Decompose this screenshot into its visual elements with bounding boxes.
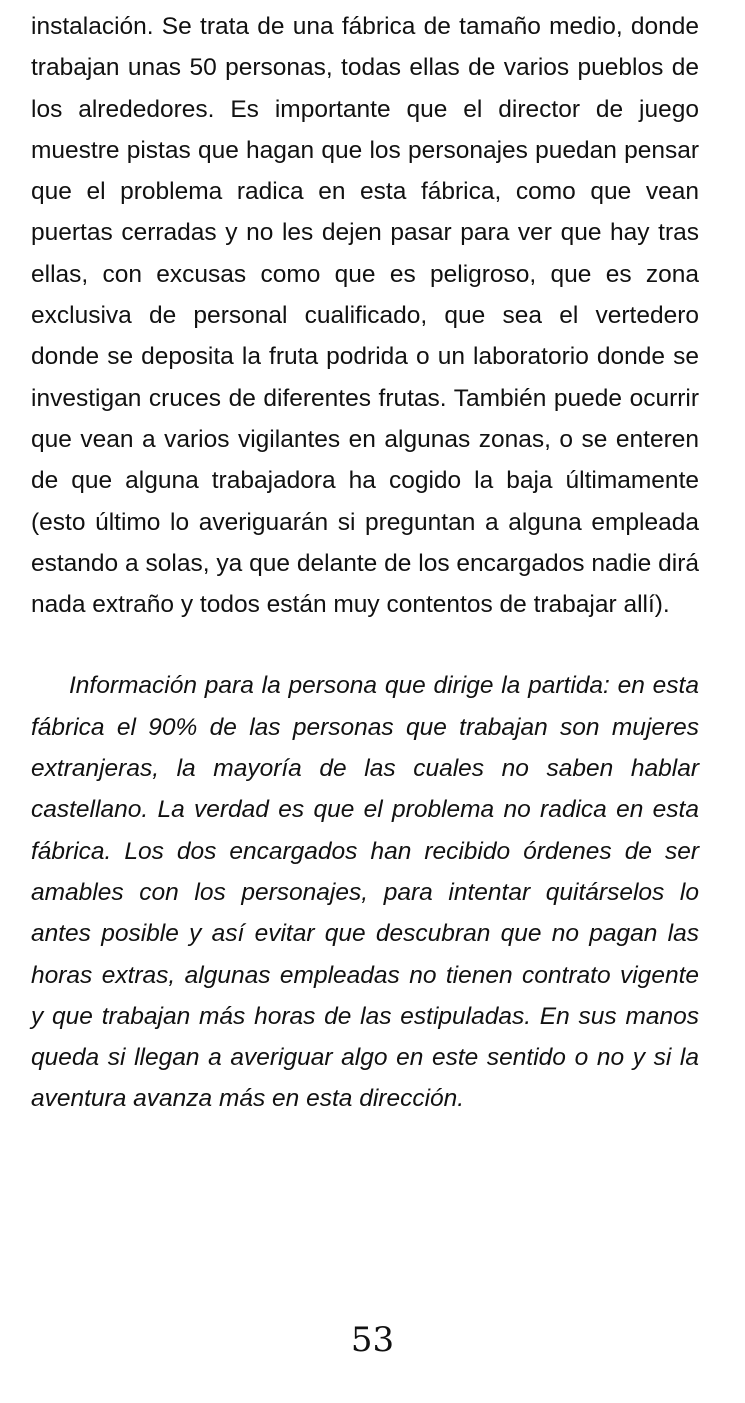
gm-info-paragraph: Información para la persona que dirige la partida: en esta fábrica el 90% de las personas que trabajan son mujeres extranjeras, la mayoría de las cuales no saben hablar castellano. La verdad es que el problema no radica en esta fábrica. Los dos encargados han recibido órdenes de ser amables con los personajes, para intentar quitárselos lo antes posible y así evitar que descubran que no pagan las horas extras, algunas empleadas no tienen contrato vigente y que trabajan más horas de las estipuladas. En sus manos queda si llegan a averiguar algo en este sentido o no y si la aventura avanza más en esta dirección. bbox=[31, 672, 699, 1113]
page-body bbox=[31, 6, 699, 1120]
body-paragraph: instalación. Se trata de una fábrica de tamaño medio, donde trabajan unas 50 personas, todas ellas de varios pueblos de los alrededores. Es importante que el director de juego muestre pistas que hagan que los personajes puedan pensar que el problema radica en esta fábrica, como que vean puertas cerradas y no les dejen pasar para ver que hay tras ellas, con excusas como que es peligroso, que es zona exclusiva de personal cualificado, que sea el vertedero donde se deposita la fruta podrida o un laboratorio donde se investigan cruces de diferentes frutas. También puede ocurrir que vean a varios vigilantes en algunas zonas, o se enteren de que alguna trabajadora ha cogido la baja últimamente (esto último lo averiguarán si preguntan a alguna empleada estando a solas, ya que delante de los encargados nadie dirá nada extraño y todos están muy contentos de trabajar allí). bbox=[31, 13, 699, 619]
page-number: 53 bbox=[350, 1320, 395, 1360]
